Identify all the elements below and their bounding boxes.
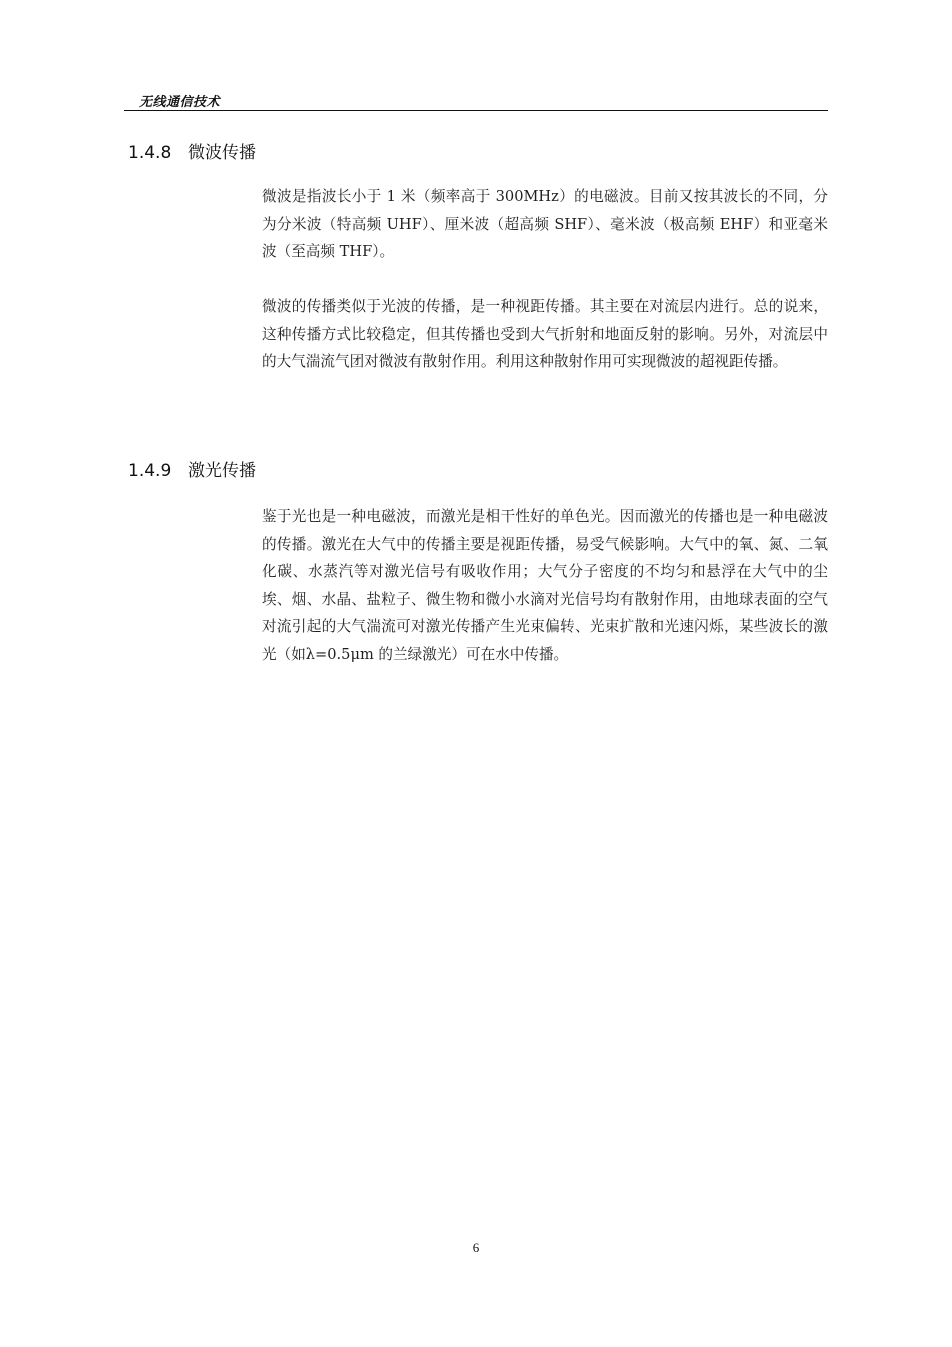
- section-title: 微波传播: [188, 143, 256, 163]
- header-rule: [124, 110, 828, 111]
- paragraph-microwave-propagation: 微波的传播类似于光波的传播，是一种视距传播。其主要在对流层内进行。总的说来，这种传播方式比较稳定，但其传播也受到大气折射和地面反射的影响。另外，对流层中的大气湍流气团对微波有散射作用。利用这种散射作用可实现微波的超视距传播。: [262, 298, 828, 371]
- section-number: 1.4.8: [128, 143, 172, 163]
- section-title: 激光传播: [188, 461, 256, 481]
- section-number: 1.4.9: [128, 461, 172, 481]
- running-header-title: 无线通信技术: [139, 95, 221, 110]
- paragraph-laser-propagation: 鉴于光也是一种电磁波，而激光是相干性好的单色光。因而激光的传播也是一种电磁波的传播。激光在大气中的传播主要是视距传播，易受气候影响。大气中的氧、氮、二氧化碳、水蒸汽等对激光信号有吸收作用；大气分子密度的不均匀和悬浮在大气中的尘埃、烟、水晶、盐粒子、微生物和微小水滴对光信号均有散射作用，由地球表面的空气对流引起的大气湍流可对激光传播产生光束偏转、光束扩散和光速闪烁，某些波长的激光（如λ=0.5μm 的兰绿激光）可在水中传播。: [262, 508, 828, 663]
- page-number: 6: [472, 1240, 480, 1255]
- section-heading-1-4-9: [128, 456, 256, 481]
- section-heading-1-4-8: [128, 138, 256, 163]
- paragraph-microwave-definition: 微波是指波长小于 1 米（频率高于 300MHz）的电磁波。目前又按其波长的不同，分为分米波（特高频 UHF）、厘米波（超高频 SHF）、毫米波（极高频 EHF）和亚毫米波（至高频 THF）。: [262, 188, 828, 261]
